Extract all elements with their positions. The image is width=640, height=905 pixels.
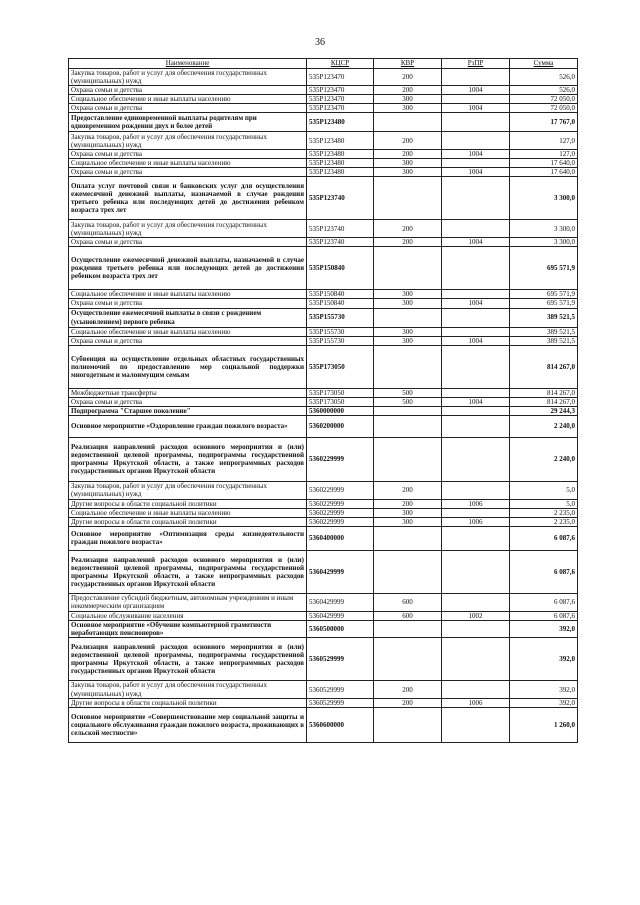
table-row (69, 336, 578, 345)
cell-rzpr (442, 247, 510, 290)
table-row (69, 681, 578, 699)
cell-rzpr: 1004 (442, 238, 510, 247)
cell-rzpr (442, 437, 510, 481)
cell-sum: 17 767,0 (510, 113, 578, 132)
header-kvr: КВР (374, 59, 442, 69)
cell-sum: 72 050,0 (510, 104, 578, 113)
cell-sum: 814 267,0 (510, 345, 578, 388)
cell-kcsr: 535Р123740 (307, 238, 374, 247)
cell-kcsr: 5360429999 (307, 593, 374, 611)
cell-sum: 3 300,0 (510, 238, 578, 247)
cell-sum: 5,0 (510, 481, 578, 499)
cell-sum: 6 087,6 (510, 611, 578, 620)
header-kcsr: КЦСР (307, 59, 374, 69)
cell-kvr: 300 (374, 95, 442, 104)
cell-rzpr (442, 177, 510, 220)
cell-kcsr: 535Р150840 (307, 247, 374, 290)
cell-rzpr: 1004 (442, 86, 510, 95)
cell-kcsr: 535Р123740 (307, 220, 374, 238)
cell-kvr: 300 (374, 168, 442, 177)
cell-sum: 526,0 (510, 69, 578, 86)
cell-kcsr: 5360529999 (307, 699, 374, 708)
table-row (69, 437, 578, 481)
cell-kcsr: 5360529999 (307, 681, 374, 699)
header-rzpr: РзПР (442, 59, 510, 69)
cell-sum: 814 267,0 (510, 388, 578, 397)
cell-name: Основное мероприятие «Оздоровление граждан пожилого возраста» (69, 415, 307, 437)
cell-name: Подпрограмма "Старшее поколение" (69, 406, 307, 415)
cell-kvr: 200 (374, 699, 442, 708)
cell-name: Реализация направлений расходов основного мероприятия и (или) ведомственной целевой программы, подпрограммы государственной программы Иркутской области, а также непрограммных расходов государственных органов Иркутской области (69, 437, 307, 481)
table-row (69, 481, 578, 499)
cell-name: Закупка товаров, работ и услуг для обеспечения государственных (муниципальных) нужд (69, 220, 307, 238)
table-row (69, 299, 578, 308)
cell-kcsr: 535Р123480 (307, 113, 374, 132)
cell-sum: 2 235,0 (510, 508, 578, 517)
table-row (69, 95, 578, 104)
cell-name: Социальное обеспечение и иные выплаты населению (69, 159, 307, 168)
header-sum: Сумма (510, 59, 578, 69)
cell-kvr: 200 (374, 220, 442, 238)
cell-kcsr: 535Р173050 (307, 388, 374, 397)
cell-kvr: 200 (374, 238, 442, 247)
cell-sum: 389 521,5 (510, 327, 578, 336)
cell-kcsr: 5360600000 (307, 708, 374, 743)
cell-name: Другие вопросы в области социальной политики (69, 499, 307, 508)
cell-name: Субвенция на осуществление отдельных областных государственных полномочий по предоставлению мер социальной поддержки многодетным и малоимущим семьям (69, 345, 307, 388)
cell-kcsr: 5360500000 (307, 620, 374, 637)
cell-kvr: 500 (374, 388, 442, 397)
budget-table (68, 58, 578, 743)
page-number: 36 (315, 37, 325, 48)
cell-kcsr: 535Р155730 (307, 336, 374, 345)
cell-kvr (374, 550, 442, 593)
cell-sum: 695 571,9 (510, 247, 578, 290)
cell-rzpr (442, 415, 510, 437)
table-row (69, 708, 578, 743)
cell-kcsr: 5360229999 (307, 481, 374, 499)
table-row (69, 220, 578, 238)
cell-name: Охрана семьи и детства (69, 168, 307, 177)
cell-kvr: 300 (374, 290, 442, 299)
cell-kcsr: 5360229999 (307, 508, 374, 517)
cell-name: Другие вопросы в области социальной политики (69, 517, 307, 526)
table-row (69, 177, 578, 220)
cell-kcsr: 5360400000 (307, 526, 374, 550)
cell-name: Закупка товаров, работ и услуг для обеспечения государственных (муниципальных) нужд (69, 481, 307, 499)
table-row (69, 327, 578, 336)
cell-kcsr: 5360429999 (307, 611, 374, 620)
cell-kvr (374, 415, 442, 437)
cell-name: Охрана семьи и детства (69, 86, 307, 95)
table-row (69, 611, 578, 620)
table-row (69, 104, 578, 113)
cell-sum: 1 260,0 (510, 708, 578, 743)
cell-kvr (374, 113, 442, 132)
cell-name: Социальное обеспечение и иные выплаты населению (69, 508, 307, 517)
table-row (69, 238, 578, 247)
cell-kvr (374, 308, 442, 327)
cell-kvr: 200 (374, 86, 442, 95)
cell-kvr: 300 (374, 327, 442, 336)
cell-kvr: 300 (374, 299, 442, 308)
cell-kcsr: 535Р123480 (307, 168, 374, 177)
cell-rzpr (442, 113, 510, 132)
cell-kcsr: 535Р150840 (307, 290, 374, 299)
table-row (69, 290, 578, 299)
cell-sum: 526,0 (510, 86, 578, 95)
cell-sum: 6 087,6 (510, 526, 578, 550)
cell-kcsr: 535Р123480 (307, 132, 374, 150)
table-row (69, 308, 578, 327)
cell-name: Основное мероприятие «Обучение компьютерной грамотности неработающих пенсионеров» (69, 620, 307, 637)
cell-name: Межбюджетные трансферты (69, 388, 307, 397)
cell-kvr (374, 526, 442, 550)
cell-rzpr (442, 526, 510, 550)
cell-sum: 392,0 (510, 681, 578, 699)
cell-rzpr (442, 681, 510, 699)
table-row (69, 168, 578, 177)
cell-kvr: 300 (374, 104, 442, 113)
cell-kvr: 300 (374, 159, 442, 168)
cell-kcsr: 535Р123480 (307, 150, 374, 159)
table-row (69, 159, 578, 168)
cell-rzpr: 1006 (442, 699, 510, 708)
table-row (69, 638, 578, 681)
cell-sum: 17 640,0 (510, 159, 578, 168)
cell-kcsr: 5360000000 (307, 406, 374, 415)
cell-rzpr (442, 290, 510, 299)
cell-rzpr: 1004 (442, 150, 510, 159)
cell-sum: 695 571,9 (510, 299, 578, 308)
cell-kcsr: 535Р123470 (307, 86, 374, 95)
cell-name: Охрана семьи и детства (69, 150, 307, 159)
cell-rzpr (442, 69, 510, 86)
table-row (69, 508, 578, 517)
table-row (69, 620, 578, 637)
cell-name: Охрана семьи и детства (69, 336, 307, 345)
cell-kcsr: 535Р123480 (307, 159, 374, 168)
cell-name: Основное мероприятие «Совершенствование мер социальной защиты и социального обслуживания граждан пожилого возраста, проживающих в сельской местности» (69, 708, 307, 743)
cell-kvr: 300 (374, 508, 442, 517)
cell-rzpr (442, 708, 510, 743)
cell-name: Охрана семьи и детства (69, 397, 307, 406)
table-row (69, 247, 578, 290)
cell-kvr: 600 (374, 611, 442, 620)
cell-kvr: 200 (374, 69, 442, 86)
cell-kcsr: 5360200000 (307, 415, 374, 437)
cell-rzpr (442, 481, 510, 499)
cell-name: Закупка товаров, работ и услуг для обеспечения государственных (муниципальных) нужд (69, 681, 307, 699)
table-row (69, 150, 578, 159)
cell-name: Охрана семьи и детства (69, 299, 307, 308)
cell-sum: 72 050,0 (510, 95, 578, 104)
cell-kcsr: 535Р150840 (307, 299, 374, 308)
cell-name: Предоставление единовременной выплаты родителям при одновременном рождении двух и более детей (69, 113, 307, 132)
cell-rzpr (442, 308, 510, 327)
cell-kvr: 300 (374, 517, 442, 526)
cell-name: Предоставление субсидий бюджетным, автономным учреждениям и иным некоммерческим организациям (69, 593, 307, 611)
cell-sum: 392,0 (510, 638, 578, 681)
table-row (69, 699, 578, 708)
cell-sum: 2 240,0 (510, 437, 578, 481)
table-row (69, 550, 578, 593)
cell-name: Закупка товаров, работ и услуг для обеспечения государственных (муниципальных) нужд (69, 69, 307, 86)
cell-kvr (374, 177, 442, 220)
cell-sum: 389 521,5 (510, 308, 578, 327)
cell-rzpr (442, 95, 510, 104)
table-row (69, 86, 578, 95)
cell-sum: 6 087,6 (510, 593, 578, 611)
cell-kvr (374, 708, 442, 743)
table-row (69, 397, 578, 406)
table-row (69, 517, 578, 526)
table-row (69, 113, 578, 132)
cell-name: Оплата услуг почтовой связи и банковских услуг для осуществления ежемесячной денежной выплаты, назначаемой в случае рождения третьего ребенка или последующих детей до достижения ребенком возраста трех лет (69, 177, 307, 220)
table-header-row (69, 59, 578, 69)
table-row (69, 132, 578, 150)
cell-rzpr (442, 550, 510, 593)
cell-name: Другие вопросы в области социальной политики (69, 699, 307, 708)
cell-name: Социальное обслуживание населения (69, 611, 307, 620)
cell-sum: 389 521,5 (510, 336, 578, 345)
cell-kcsr: 5360229999 (307, 517, 374, 526)
cell-rzpr (442, 508, 510, 517)
cell-rzpr (442, 593, 510, 611)
cell-sum: 17 640,0 (510, 168, 578, 177)
cell-kcsr: 535Р123470 (307, 95, 374, 104)
cell-kcsr: 5360229999 (307, 499, 374, 508)
cell-kcsr: 535Р123470 (307, 104, 374, 113)
cell-sum: 392,0 (510, 699, 578, 708)
cell-sum: 814 267,0 (510, 397, 578, 406)
cell-name: Реализация направлений расходов основного мероприятия и (или) ведомственной целевой программы, подпрограммы государственной программы Иркутской области, а также непрограммных расходов государственных органов Иркутской области (69, 638, 307, 681)
cell-sum: 29 244,3 (510, 406, 578, 415)
cell-sum: 127,0 (510, 132, 578, 150)
cell-rzpr (442, 132, 510, 150)
cell-rzpr (442, 159, 510, 168)
cell-sum: 5,0 (510, 499, 578, 508)
table-row (69, 388, 578, 397)
cell-kcsr: 535Р155730 (307, 308, 374, 327)
cell-rzpr: 1004 (442, 299, 510, 308)
cell-name: Закупка товаров, работ и услуг для обеспечения государственных (муниципальных) нужд (69, 132, 307, 150)
cell-sum: 392,0 (510, 620, 578, 637)
cell-sum: 2 240,0 (510, 415, 578, 437)
cell-rzpr (442, 620, 510, 637)
cell-rzpr: 1006 (442, 499, 510, 508)
cell-kcsr: 5360229999 (307, 437, 374, 481)
cell-kvr: 500 (374, 397, 442, 406)
cell-sum: 3 300,0 (510, 177, 578, 220)
cell-name: Охрана семьи и детства (69, 238, 307, 247)
cell-kvr (374, 406, 442, 415)
cell-kvr (374, 620, 442, 637)
cell-name: Основное мероприятие «Оптимизация среды жизнедеятельности граждан пожилого возраста» (69, 526, 307, 550)
cell-kcsr: 5360529999 (307, 638, 374, 681)
cell-kcsr: 5360429999 (307, 550, 374, 593)
cell-rzpr (442, 220, 510, 238)
cell-name: Социальное обеспечение и иные выплаты населению (69, 290, 307, 299)
table-row (69, 406, 578, 415)
cell-rzpr (442, 638, 510, 681)
cell-rzpr (442, 388, 510, 397)
cell-kvr: 200 (374, 150, 442, 159)
cell-kvr: 200 (374, 681, 442, 699)
table-row (69, 499, 578, 508)
cell-sum: 3 300,0 (510, 220, 578, 238)
cell-name: Охрана семьи и детства (69, 104, 307, 113)
cell-kvr (374, 437, 442, 481)
cell-kcsr: 535Р123740 (307, 177, 374, 220)
cell-sum: 695 571,9 (510, 290, 578, 299)
cell-kcsr: 535Р173050 (307, 397, 374, 406)
table-row (69, 415, 578, 437)
header-name: Наименование (69, 59, 307, 69)
cell-name: Социальное обеспечение и иные выплаты населению (69, 327, 307, 336)
cell-name: Осуществление ежемесячной денежной выплаты, назначаемой в случае рождения третьего ребенка или последующих детей до достижения ребенком возраста трех лет (69, 247, 307, 290)
cell-name: Реализация направлений расходов основного мероприятия и (или) ведомственной целевой программы, подпрограммы государственной программы Иркутской области, а также непрограммных расходов государственных органов Иркутской области (69, 550, 307, 593)
cell-kvr (374, 345, 442, 388)
table-body (69, 69, 578, 743)
cell-rzpr: 1002 (442, 611, 510, 620)
cell-sum: 2 235,0 (510, 517, 578, 526)
cell-rzpr: 1004 (442, 168, 510, 177)
cell-rzpr (442, 327, 510, 336)
cell-rzpr (442, 406, 510, 415)
table-row (69, 69, 578, 86)
cell-kvr: 200 (374, 499, 442, 508)
cell-kvr: 200 (374, 481, 442, 499)
cell-kcsr: 535Р123470 (307, 69, 374, 86)
cell-kvr (374, 247, 442, 290)
cell-kvr: 300 (374, 336, 442, 345)
table-row (69, 345, 578, 388)
cell-rzpr: 1004 (442, 104, 510, 113)
cell-kcsr: 535Р173050 (307, 345, 374, 388)
cell-sum: 127,0 (510, 150, 578, 159)
cell-kvr: 200 (374, 132, 442, 150)
cell-rzpr: 1004 (442, 397, 510, 406)
cell-name: Осуществление ежемесячной выплаты в связи с рождением (усыновлением) первого ребенка (69, 308, 307, 327)
table-row (69, 593, 578, 611)
cell-sum: 6 087,6 (510, 550, 578, 593)
cell-rzpr: 1006 (442, 517, 510, 526)
cell-rzpr: 1004 (442, 336, 510, 345)
cell-kcsr: 535Р155730 (307, 327, 374, 336)
table-row (69, 526, 578, 550)
cell-name: Социальное обеспечение и иные выплаты населению (69, 95, 307, 104)
cell-kvr: 600 (374, 593, 442, 611)
cell-rzpr (442, 345, 510, 388)
cell-kvr (374, 638, 442, 681)
